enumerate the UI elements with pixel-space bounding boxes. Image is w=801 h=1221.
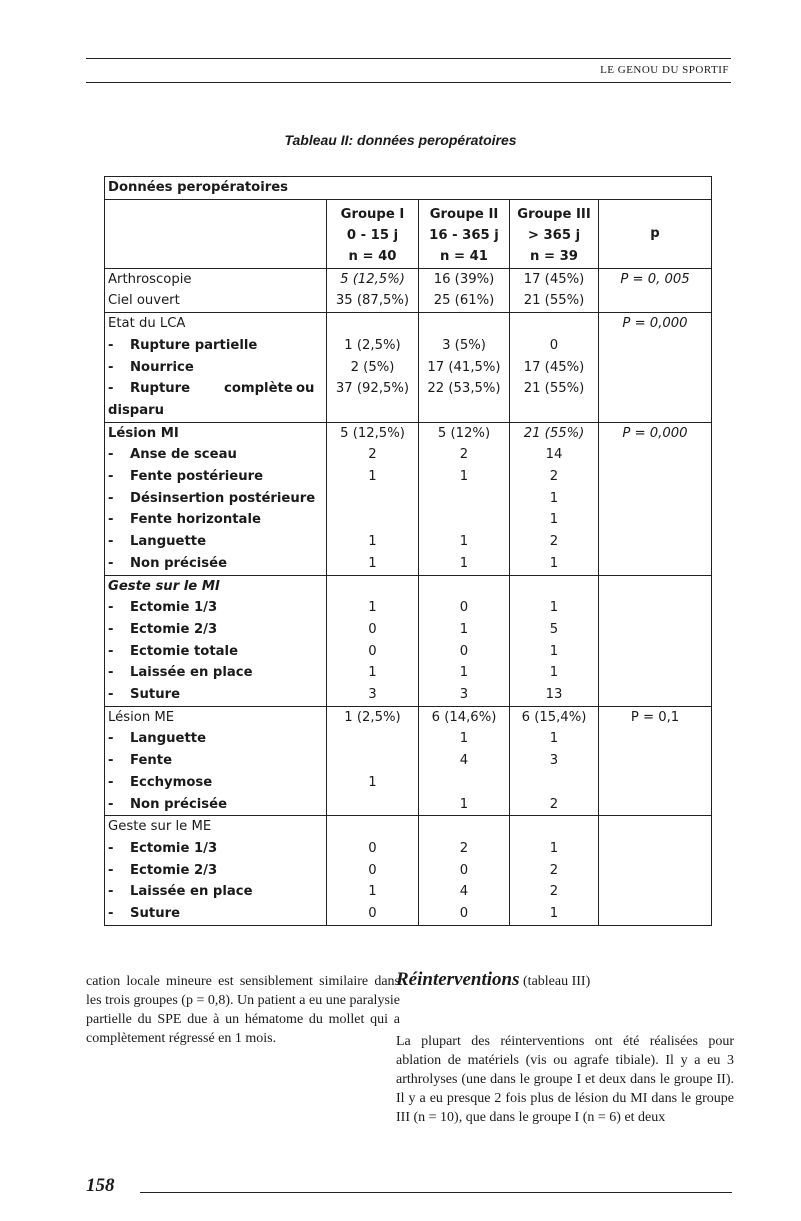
section-header: Données peropératoires <box>105 177 712 200</box>
table-row: Geste sur le ME <box>105 816 712 838</box>
table-row: - Suture 0 0 1 <box>105 903 712 925</box>
table-row: - Laissée en place 1 1 1 <box>105 662 712 684</box>
running-head: LE GENOU DU SPORTIF <box>600 64 729 76</box>
table-row: Lésion ME 1 (2,5%) 6 (14,6%) 6 (15,4%) P = 0,1 <box>105 706 712 728</box>
table-row: - Rupture partielle 1 (2,5%) 3 (5%) 0 <box>105 335 712 357</box>
table-row: - Languette 1 1 2 <box>105 531 712 553</box>
lme-rows <box>105 728 712 815</box>
footer-rule <box>140 1192 732 1193</box>
table-row: - Ectomie 2/3 0 0 2 <box>105 860 712 882</box>
left-paragraph: cation locale mineure est sensiblement similaire dans les trois groupes (p = 0,8). Un patient a eu une paralysie partielle du SPE due à un hématome du mollet qui a complètement régressé en 1 mois. <box>86 974 400 1046</box>
section-title: Réinterventions <box>396 969 520 990</box>
table-row: - Fente 4 3 <box>105 750 712 772</box>
group-header-1: Groupe I 0 - 15 j n = 40 <box>327 199 419 268</box>
group-header-2: Groupe II 16 - 365 j n = 41 <box>419 199 510 268</box>
gme-rows <box>105 838 712 925</box>
table-row: - Ecchymose 1 <box>105 772 712 794</box>
group-header-row <box>105 199 712 268</box>
group-header-3: Groupe III > 365 j n = 39 <box>510 199 599 268</box>
lmi-rows <box>105 444 712 575</box>
table-row: Etat du LCA P = 0,000 <box>105 313 712 335</box>
table-row: Geste sur le MI <box>105 575 712 597</box>
arthro-p-value: P = 0, 005 <box>599 268 712 290</box>
table-row: Arthroscopie 5 (12,5%) 16 (39%) 17 (45%) P = 0, 005 <box>105 268 712 290</box>
table-row: - Non précisée 1 2 <box>105 794 712 816</box>
lmi-p-value: P = 0,000 <box>599 422 712 444</box>
table-section-header-row <box>105 177 712 200</box>
table-row: Ciel ouvert 35 (87,5%) 25 (61%) 21 (55%) <box>105 290 712 312</box>
lca-p-value: P = 0,000 <box>599 313 712 335</box>
table-row: Lésion MI 5 (12,5%) 5 (12%) 21 (55%) P = 0,000 <box>105 422 712 444</box>
table-row: - Ectomie 1/3 1 0 1 <box>105 597 712 619</box>
table-row: - Languette 1 1 <box>105 728 712 750</box>
table-row: - Suture 3 3 13 <box>105 684 712 706</box>
table-row: - Ectomie 2/3 0 1 5 <box>105 619 712 641</box>
peroperative-data-table <box>104 176 712 926</box>
top-rule-2 <box>86 82 731 83</box>
p-header: p <box>599 199 712 268</box>
top-rule-1 <box>86 58 731 59</box>
right-paragraph: La plupart des réinterventions ont été réalisées pour ablation de matériels (vis ou agrafe tibiale). Il y a eu 3 arthrolyses (une dans le groupe I et deux dans le groupe II). Il y a eu presque 2 fois plus de lésion du MI dans le groupe III (n = 10), que dans le groupe I (n = 6) et deux <box>396 1034 734 1125</box>
table-row: - Désinsertion postérieure 1 <box>105 488 712 510</box>
table-row: - Non précisée 1 1 1 <box>105 553 712 575</box>
table-row: - Fente postérieure 1 1 2 <box>105 466 712 488</box>
table-row: - Fente horizontale 1 <box>105 509 712 531</box>
section-heading <box>396 970 736 991</box>
table-row: - Rupture complète ou disparu 37 (92,5%) 22 (53,5%) 21 (55%) <box>105 378 712 422</box>
gmi-rows <box>105 597 712 706</box>
table-title: Tableau II: données peropératoires <box>284 132 517 148</box>
table-row: - Laissée en place 1 4 2 <box>105 881 712 903</box>
page-number: 158 <box>86 1175 115 1196</box>
table-row: - Anse de sceau 2 2 14 <box>105 444 712 466</box>
table-row: - Ectomie totale 0 0 1 <box>105 641 712 663</box>
lme-p-value: P = 0,1 <box>599 706 712 728</box>
section-ref: (tableau III) <box>523 974 591 989</box>
table-row: - Nourrice 2 (5%) 17 (41,5%) 17 (45%) <box>105 357 712 379</box>
table-row: - Ectomie 1/3 0 2 1 <box>105 838 712 860</box>
